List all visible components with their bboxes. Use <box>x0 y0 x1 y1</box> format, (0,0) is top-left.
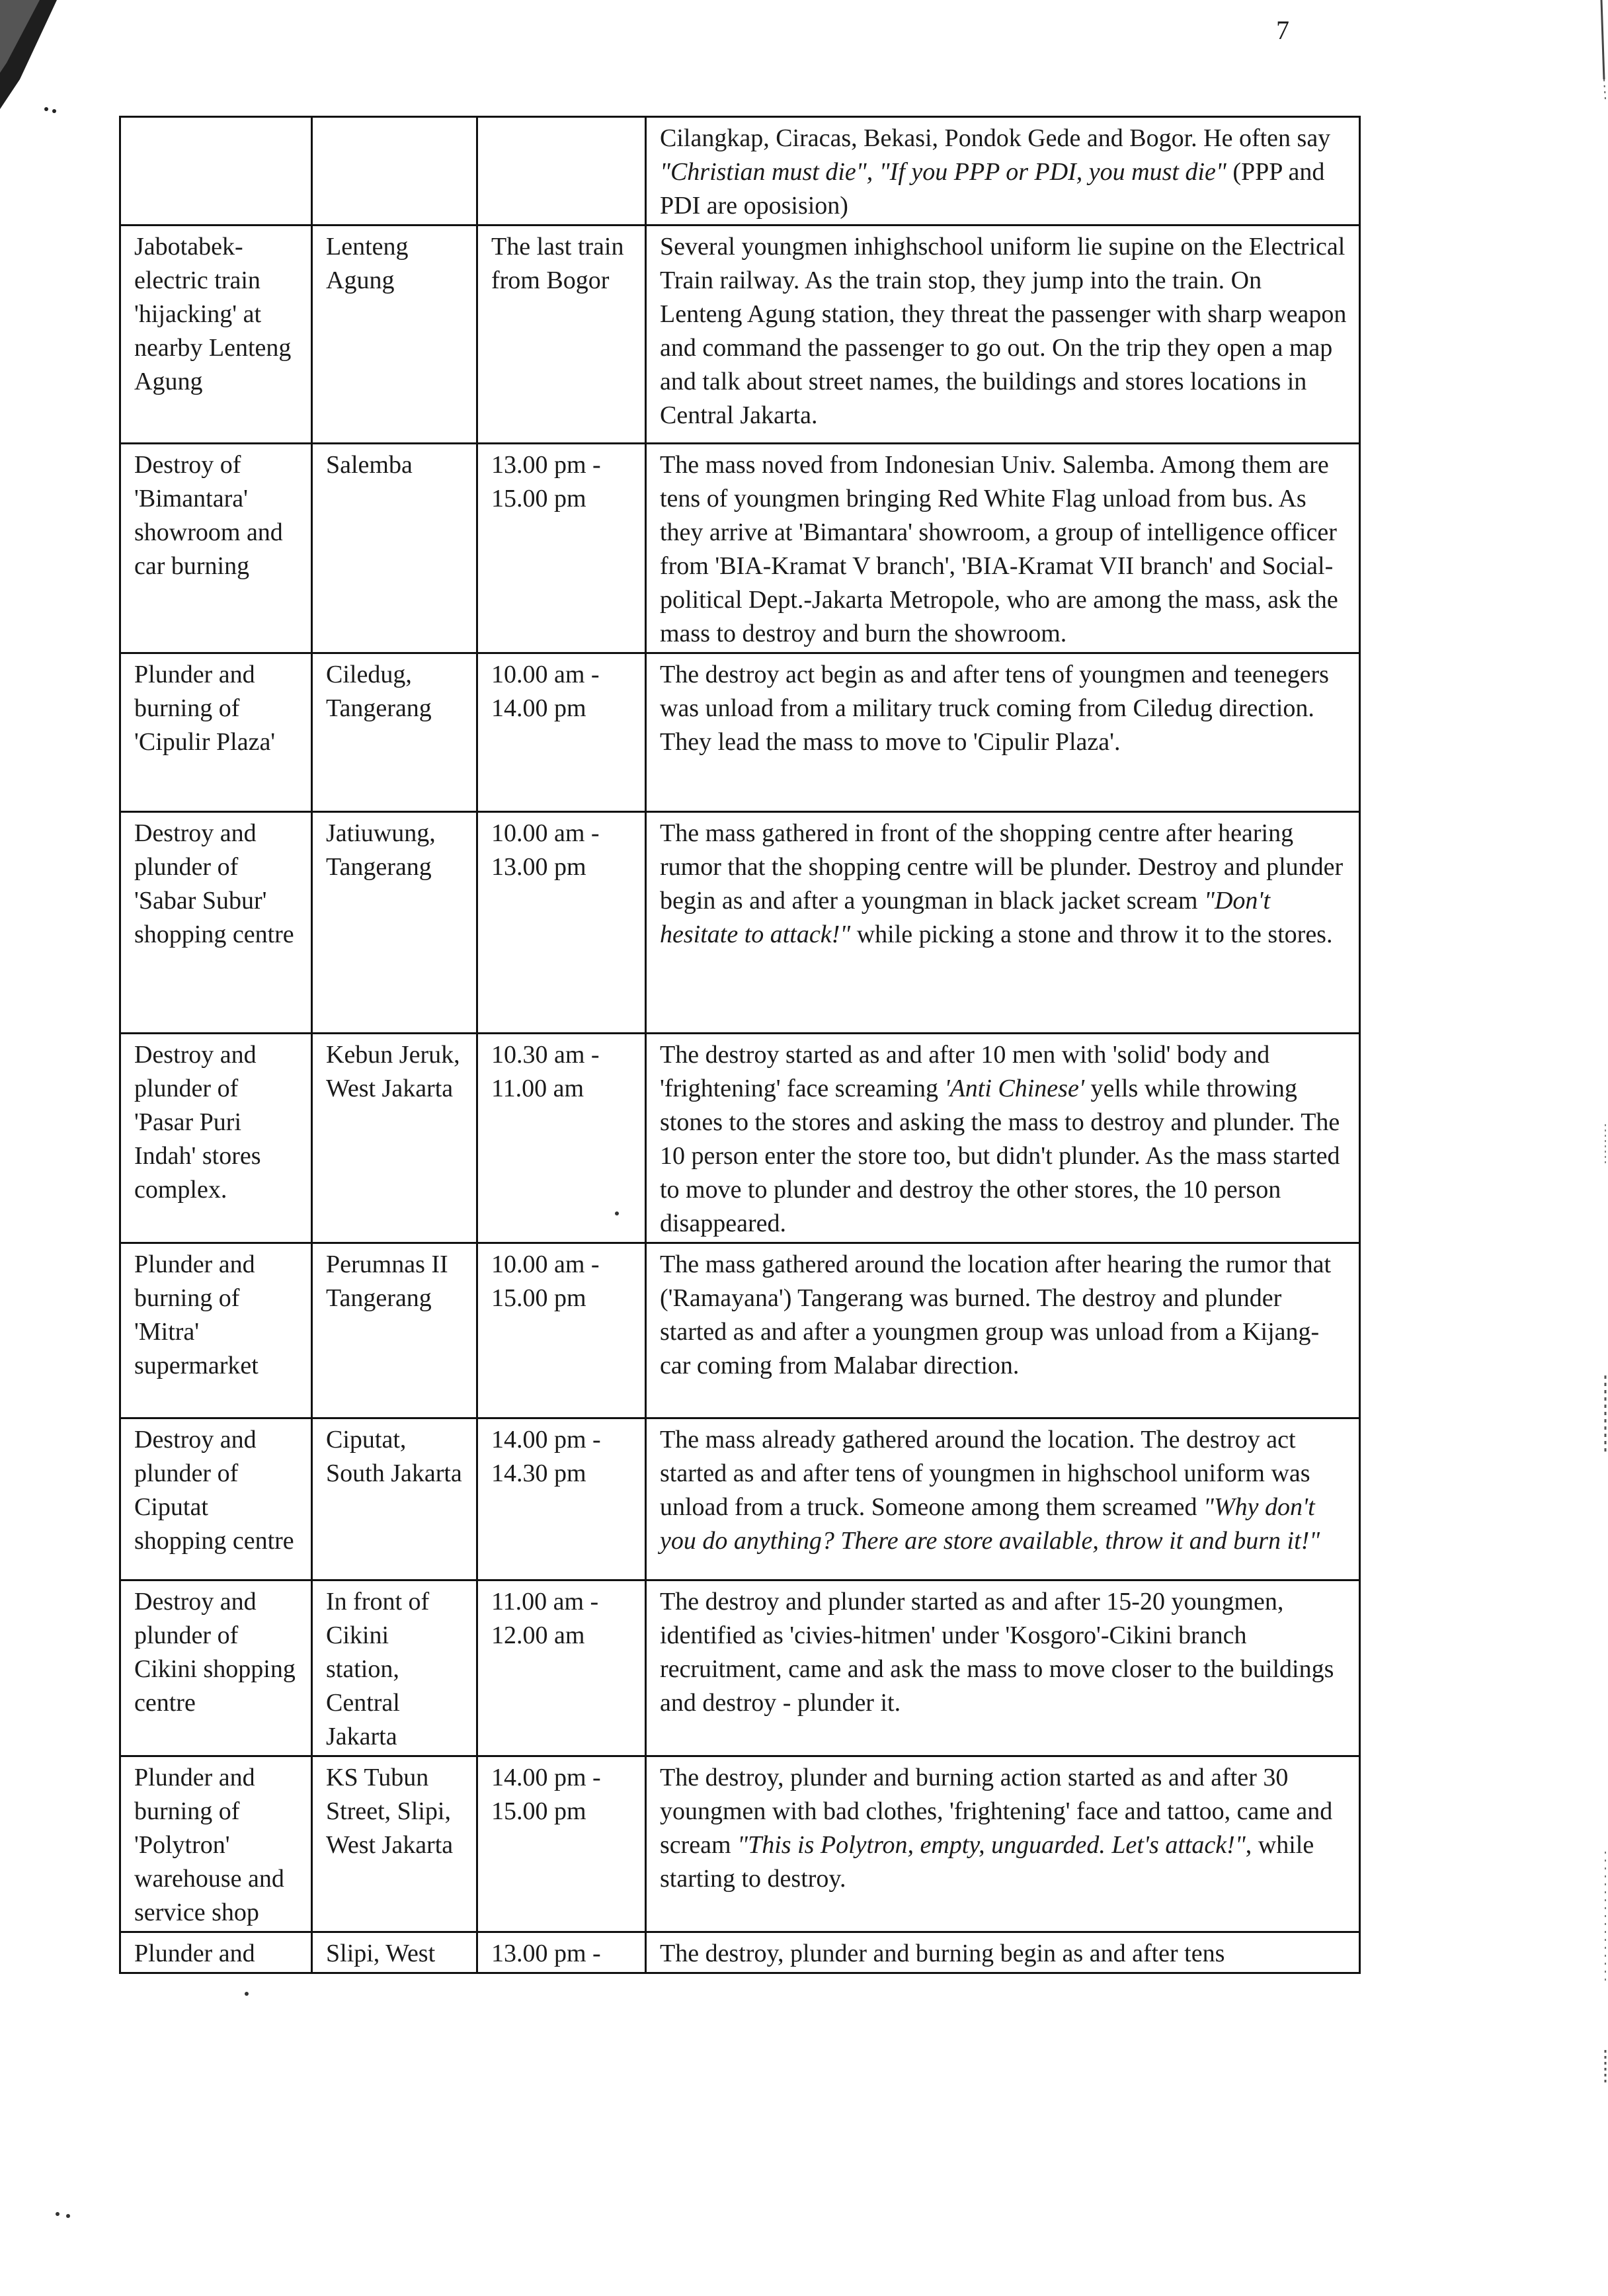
description-cell <box>646 1932 1360 1973</box>
location-cell <box>312 117 477 226</box>
table-row-continued <box>120 117 1360 226</box>
table-row <box>120 1756 1360 1932</box>
description-text: , while starting to destroy. <box>660 1831 1314 1893</box>
event-cell: Destroy of 'Bimantara' showroom and car burning <box>120 444 312 653</box>
time-cell: 10.00 am - 15.00 pm <box>477 1243 646 1418</box>
description-text: The destroy started as and after 10 men with 'solid' body and 'frightening' face screaming <box>660 1041 1270 1102</box>
event-cell: Destroy and plunder of Ciputat shopping centre <box>120 1418 312 1580</box>
event-cell: Plunder and <box>120 1932 312 1973</box>
description-text: The mass gathered around the location after hearing the rumor that ('Ramayana') Tangerang was burned. The destroy and plunder started as and after a youngmen group was unload from a Kijang-car coming from Malabar direction. <box>660 1250 1332 1379</box>
time-cell <box>477 117 646 226</box>
description-quote: "This is Polytron, empty, unguarded. Let's attack!" <box>737 1831 1246 1859</box>
location-cell: Perumnas II Tangerang <box>312 1243 477 1418</box>
events-table <box>119 116 1361 1974</box>
time-cell: 14.00 pm - 15.00 pm <box>477 1756 646 1932</box>
event-cell: Plunder and burning of 'Cipulir Plaza' <box>120 653 312 812</box>
description-cell <box>646 1756 1360 1932</box>
description-text: The destroy and plunder started as and after 15-20 youngmen, identified as 'civies-hitmen' under 'Kosgoro'-Cikini branch recruitment, came and ask the mass to move closer to the buildings and destroy - plunder it. <box>660 1588 1334 1717</box>
location-cell: Ciputat, South Jakarta <box>312 1418 477 1580</box>
description-text: The mass noved from Indonesian Univ. Salemba. Among them are tens of youngmen bringing Red White Flag unload from bus. As they arrive at 'Bimantara' showroom, a group of intelligence officer from 'BIA-Kramat V branch', 'BIA-Kramat VII branch' and Social-political Dept.-Jakarta Metropole, who are among the mass, ask the mass to destroy and burn the showroom. <box>660 451 1338 647</box>
location-cell: KS Tubun Street, Slipi, West Jakarta <box>312 1756 477 1932</box>
description-quote: 'Anti Chinese' <box>944 1075 1084 1102</box>
description-cell <box>646 1243 1360 1418</box>
scan-corner-smudge <box>0 0 60 126</box>
table-row <box>120 1243 1360 1418</box>
description-text: The mass gathered in front of the shopping centre after hearing rumor that the shopping centre will be plunder. Destroy and plunder begin as and after a youngman in black jacket scream <box>660 819 1344 915</box>
location-cell: Lenteng Agung <box>312 226 477 444</box>
description-cell <box>646 117 1360 226</box>
location-cell: Slipi, West <box>312 1932 477 1973</box>
scan-edge-marks <box>1582 0 1608 2296</box>
time-cell: 10.30 am - 11.00 am <box>477 1034 646 1243</box>
event-cell: Destroy and plunder of 'Pasar Puri Indah' stores complex. <box>120 1034 312 1243</box>
description-cell <box>646 1418 1360 1580</box>
time-cell: 13.00 pm - 15.00 pm <box>477 444 646 653</box>
description-quote: "Don't hesitate to attack!" <box>660 887 1271 948</box>
table-row <box>120 226 1360 444</box>
description-cell <box>646 226 1360 444</box>
location-cell: Salemba <box>312 444 477 653</box>
description-cell <box>646 812 1360 1034</box>
scan-speck <box>245 1992 249 1996</box>
time-cell: 10.00 am - 14.00 pm <box>477 653 646 812</box>
event-cell: Plunder and burning of 'Polytron' warehouse and service shop <box>120 1756 312 1932</box>
location-cell: Jatiuwung, Tangerang <box>312 812 477 1034</box>
description-text: while picking a stone and throw it to the stores. <box>850 921 1333 948</box>
description-text: yells while throwing stones to the stores and asking the mass to destroy and plunder. The 10 person enter the store too, but didn't plunder. As the mass started to move to plunder and destroy the other stores, the 10 person disappeared. <box>660 1075 1340 1237</box>
event-cell: Destroy and plunder of Cikini shopping centre <box>120 1580 312 1756</box>
table-row <box>120 1580 1360 1756</box>
description-cell <box>646 653 1360 812</box>
table-row-cut <box>120 1932 1360 1973</box>
time-cell: 10.00 am - 13.00 pm <box>477 812 646 1034</box>
time-cell: 11.00 am - 12.00 am <box>477 1580 646 1756</box>
description-cell <box>646 444 1360 653</box>
description-text: (PPP and PDI are oposision) <box>660 158 1325 220</box>
location-cell: Ciledug, Tangerang <box>312 653 477 812</box>
description-cell <box>646 1034 1360 1243</box>
scan-speck <box>56 2212 60 2216</box>
description-text: The mass already gathered around the location. The destroy act started as and after tens of youngmen in highschool uniform was unload from a truck. Someone among them screamed <box>660 1426 1310 1521</box>
description-quote: "Why don't you do anything? There are store available, throw it and burn it!" <box>660 1493 1320 1555</box>
table-row <box>120 1034 1360 1243</box>
time-cell: 14.00 pm - 14.30 pm <box>477 1418 646 1580</box>
description-text: Cilangkap, Ciracas, Bekasi, Pondok Gede and Bogor. He often say <box>660 124 1331 152</box>
table-row <box>120 444 1360 653</box>
description-text: The destroy, plunder and burning begin as and after tens <box>660 1940 1225 1967</box>
time-cell: The last train from Bogor <box>477 226 646 444</box>
description-text: The destroy, plunder and burning action started as and after 30 youngmen with bad clothes, 'frightening' face and tattoo, came and scream <box>660 1764 1333 1859</box>
location-cell: Kebun Jeruk, West Jakarta <box>312 1034 477 1243</box>
event-cell <box>120 117 312 226</box>
page-number: 7 <box>1276 15 1289 45</box>
table-row <box>120 653 1360 812</box>
description-quote: "Christian must die", "If you PPP or PDI, you must die" <box>660 158 1226 186</box>
table-row <box>120 812 1360 1034</box>
location-cell: In front of Cikini station, Central Jakarta <box>312 1580 477 1756</box>
description-text: Several youngmen inhighschool uniform lie supine on the Electrical Train railway. As the train stop, they jump into the train. On Lenteng Agung station, they threat the passenger with sharp weapon and command the passenger to go out. On the trip they open a map and talk about street names, the buildings and stores locations in Central Jakarta. <box>660 233 1347 429</box>
scan-speck <box>66 2214 70 2218</box>
description-cell <box>646 1580 1360 1756</box>
event-cell: Jabotabek-electric train 'hijacking' at nearby Lenteng Agung <box>120 226 312 444</box>
event-cell: Destroy and plunder of 'Sabar Subur' shopping centre <box>120 812 312 1034</box>
description-text: The destroy act begin as and after tens of youngmen and teenegers was unload from a military truck coming from Ciledug direction. They lead the mass to move to 'Cipulir Plaza'. <box>660 661 1329 756</box>
time-cell: 13.00 pm - <box>477 1932 646 1973</box>
event-cell: Plunder and burning of 'Mitra' supermarket <box>120 1243 312 1418</box>
table-row <box>120 1418 1360 1580</box>
